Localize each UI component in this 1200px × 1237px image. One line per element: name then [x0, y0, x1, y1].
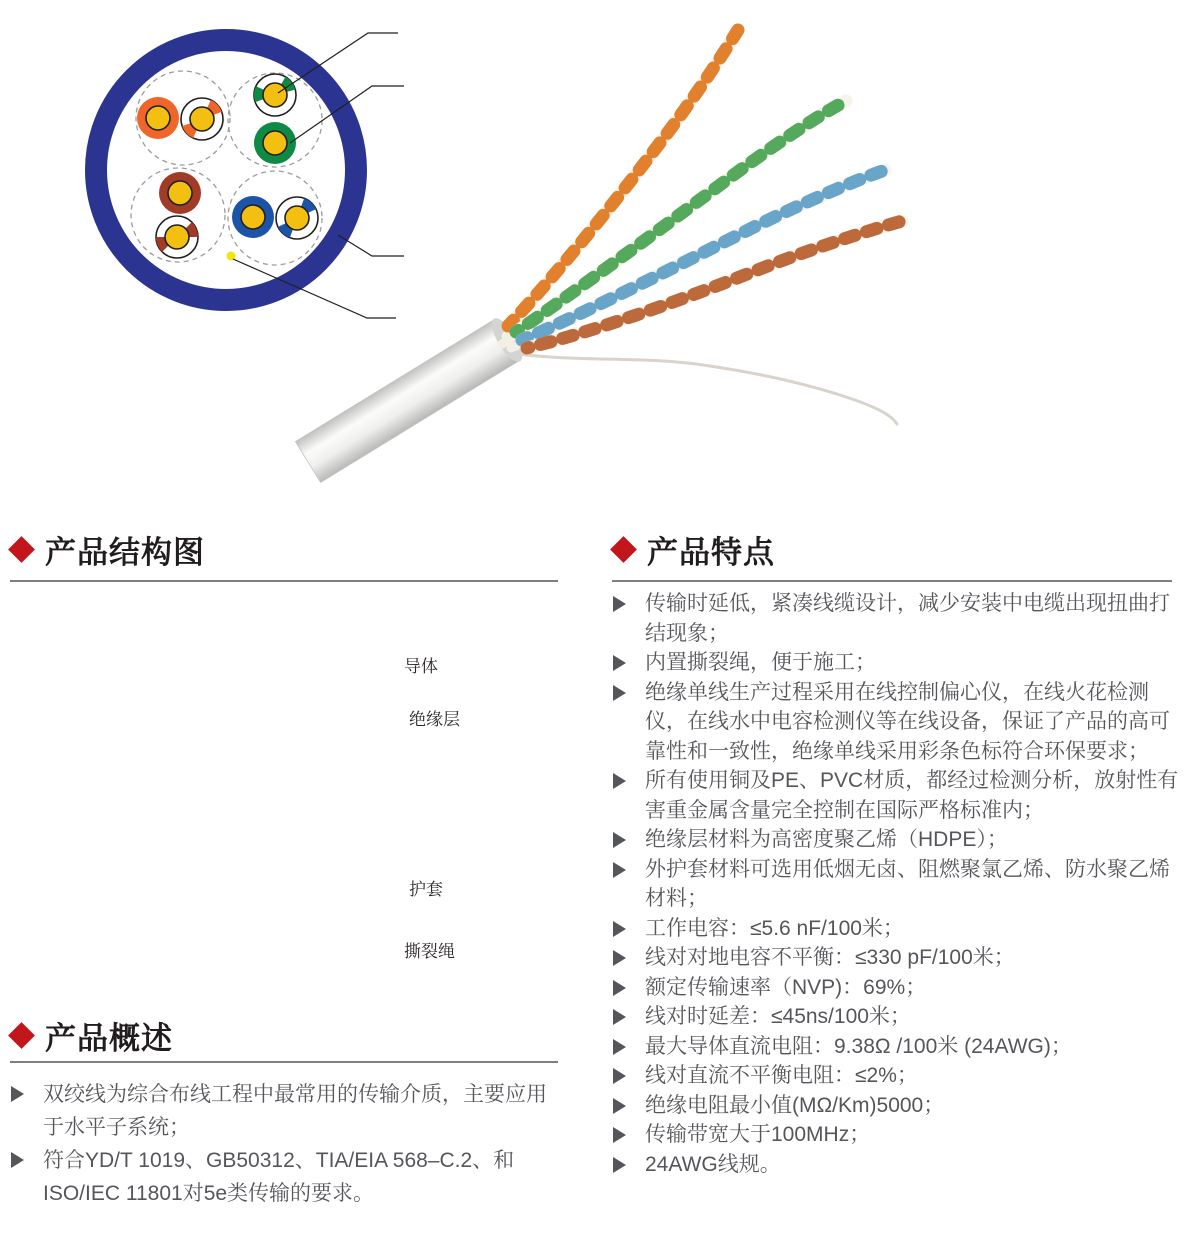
features-section-title: 产品特点: [647, 534, 775, 570]
feature-item-text: 额定传输速率（NVP)：69%；: [645, 975, 927, 999]
bullet-triangle-icon: [613, 862, 626, 878]
overview-divider: [10, 1061, 558, 1063]
bullet-triangle-icon: [11, 1152, 24, 1168]
bullet-triangle-icon: [613, 1127, 626, 1143]
bullet-triangle-icon: [613, 950, 626, 966]
feature-item: [612, 943, 1190, 973]
feature-item: [612, 914, 1190, 944]
label-conductor: 导体: [404, 657, 438, 676]
red-diamond-icon: [8, 1022, 35, 1049]
feature-item-text: 所有使用铜及PE、PVC材质，都经过检测分析，放射性有害重金属含量完全控制在国际严格标准内；: [645, 769, 1179, 822]
feature-item-text: 内置撕裂绳，便于施工；: [645, 651, 876, 674]
feature-item: [612, 678, 1190, 767]
feature-item: [612, 1061, 1190, 1091]
feature-item-text: 24AWG线规。: [645, 1152, 781, 1176]
feature-item-text: 线对时延差：≤45ns/100米；: [645, 1005, 911, 1028]
bullet-triangle-icon: [613, 655, 626, 671]
overview-section-title: 产品概述: [45, 1020, 173, 1056]
bullet-triangle-icon: [613, 685, 626, 701]
bullet-triangle-icon: [613, 1157, 626, 1173]
red-diamond-icon: [610, 536, 637, 563]
bullet-triangle-icon: [613, 1098, 626, 1114]
label-sheath: 护套: [409, 880, 443, 899]
feature-item-text: 工作电容：≤5.6 nF/100米；: [645, 916, 904, 940]
feature-item-text: 传输带宽大于100MHz；: [645, 1123, 871, 1146]
features-list: [612, 589, 1190, 1179]
bullet-triangle-icon: [613, 832, 626, 848]
red-diamond-icon: [8, 536, 35, 563]
feature-item: [612, 766, 1190, 825]
cross-section-drawing: [60, 0, 540, 360]
feature-item: [612, 1091, 1190, 1121]
feature-item: [612, 1120, 1190, 1150]
feature-item: [612, 1002, 1190, 1032]
feature-item-text: 线对对地电容不平衡：≤330 pF/100米；: [645, 946, 1015, 969]
label-rip-cord: 撕裂绳: [404, 942, 455, 961]
feature-item-text: 绝缘单线生产过程采用在线控制偏心仪，在线火花检测仪，在线水中电容检测仪等在线设备，保证了产品的高可靠性和一致性，绝缘单线采用彩条色标符合环保要求；: [645, 680, 1170, 763]
structure-section-header: [8, 528, 205, 570]
feature-item: [612, 973, 1190, 1003]
bullet-triangle-icon: [613, 773, 626, 789]
feature-item: [612, 1150, 1190, 1180]
overview-item-text: 双绞线为综合布线工程中最常用的传输介质，主要应用于水平子系统；: [43, 1083, 547, 1139]
feature-item-text: 传输时延低，紧凑线缆设计，减少安装中电缆出现扭曲打结现象；: [645, 592, 1170, 645]
overview-item-text: 符合YD/T 1019、GB50312、TIA/EIA 568–C.2、和ISO/IEC 11801对5e类传输的要求。: [43, 1149, 515, 1205]
feature-item: [612, 825, 1190, 855]
overview-section-header: [8, 1014, 173, 1056]
bullet-triangle-icon: [613, 1009, 626, 1025]
feature-item-text: 外护套材料可选用低烟无卤、阻燃聚氯乙烯、防水聚乙烯材料；: [645, 857, 1170, 910]
structure-divider: [10, 580, 558, 582]
feature-item: [612, 855, 1190, 914]
feature-item-text: 最大导体直流电阻：9.38Ω /100米 (24AWG)；: [645, 1034, 1072, 1058]
overview-list: [10, 1078, 562, 1210]
bullet-triangle-icon: [613, 921, 626, 937]
feature-item: [612, 648, 1190, 678]
bullet-triangle-icon: [613, 596, 626, 612]
bullet-triangle-icon: [613, 1039, 626, 1055]
feature-item: [612, 589, 1190, 648]
feature-item-text: 线对直流不平衡电阻：≤2%；: [645, 1064, 918, 1087]
overview-item: [10, 1144, 562, 1210]
features-divider: [612, 580, 1172, 582]
bullet-triangle-icon: [11, 1086, 24, 1102]
features-section-header: [610, 528, 775, 570]
feature-item-text: 绝缘电阻最小值(MΩ/Km)5000；: [645, 1093, 945, 1117]
label-insulation: 绝缘层: [409, 710, 460, 729]
bullet-triangle-icon: [613, 1068, 626, 1084]
rip-cord-strand: [518, 354, 897, 424]
overview-item: [10, 1078, 562, 1144]
feature-item-text: 绝缘层材料为高密度聚乙烯（HDPE）；: [645, 828, 1008, 851]
feature-item: [612, 1032, 1190, 1062]
structure-section-title: 产品结构图: [45, 534, 205, 570]
bullet-triangle-icon: [613, 980, 626, 996]
sheath-ring: [96, 40, 356, 300]
